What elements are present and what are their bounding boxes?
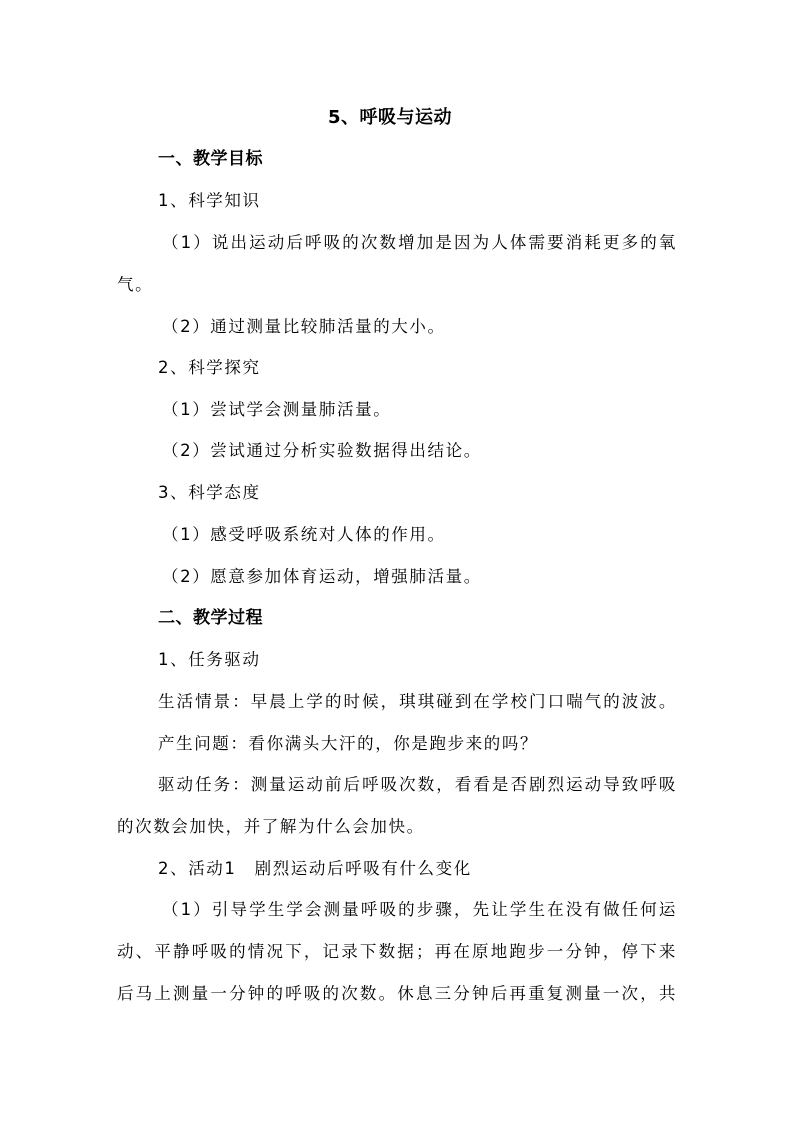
- paragraph-line: 生活情景：早晨上学的时候，琪琪碰到在学校门口喘气的波波。: [158, 692, 677, 711]
- paragraph-line: （1）引导学生学会测量呼吸的步骤，先让学生在没有做任何运: [162, 900, 677, 919]
- subheading-task: 1、任务驱动: [158, 650, 261, 669]
- paragraph-line: 驱动任务：测量运动前后呼吸次数，看看是否剧烈运动导致呼吸: [158, 775, 677, 794]
- paragraph-line: （1）尝试学会测量肺活量。: [162, 400, 392, 419]
- paragraph-line: （2）尝试通过分析实验数据得出结论。: [162, 441, 482, 460]
- paragraph-line: 的次数会加快，并了解为什么会加快。: [117, 817, 425, 836]
- paragraph-line: （2）通过测量比较肺活量的大小。: [162, 317, 446, 336]
- section-heading-objectives: 一、教学目标: [158, 149, 263, 169]
- paragraph-line: （1）说出运动后呼吸的次数增加是因为人体需要消耗更多的氧: [162, 233, 677, 252]
- page-title: 5、呼吸与运动: [328, 107, 453, 128]
- paragraph-line: 动、平静呼吸的情况下，记录下数据；再在原地跑步一分钟，停下来: [117, 942, 677, 961]
- section-heading-process: 二、教学过程: [158, 608, 263, 628]
- paragraph-line: 后马上测量一分钟的呼吸的次数。休息三分钟后再重复测量一次，共: [117, 984, 677, 1003]
- paragraph-line: （1）感受呼吸系统对人体的作用。: [162, 525, 446, 544]
- subheading-activity1: 2、活动1 剧烈运动后呼吸有什么变化: [158, 859, 472, 878]
- subheading-inquiry: 2、科学探究: [158, 358, 261, 377]
- paragraph-line: （2）愿意参加体育运动，增强肺活量。: [162, 567, 482, 586]
- subheading-knowledge: 1、科学知识: [158, 191, 261, 210]
- subheading-attitude: 3、科学态度: [158, 483, 261, 502]
- paragraph-line: 气。: [117, 275, 154, 294]
- paragraph-line: 产生问题：看你满头大汗的，你是跑步来的吗？: [158, 734, 539, 753]
